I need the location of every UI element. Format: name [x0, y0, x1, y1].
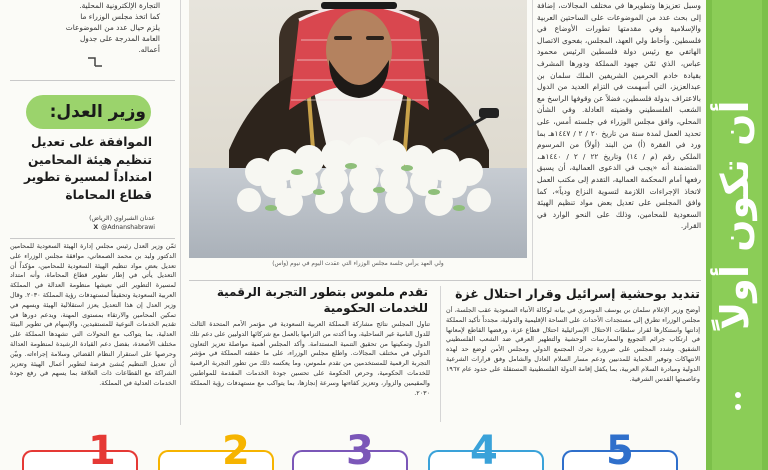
text-line: كما اتخذ مجلس الوزراء ما — [80, 12, 160, 21]
number-2: 2 — [222, 428, 250, 470]
text-line: التجارة الإلكترونية المحلية. — [79, 1, 160, 10]
article-digital-body: تناول المجلس نتائج مشاركة المملكة العربية السعودية في مؤتمر الأمم المتحدة الثالث للدول النامية غير الساحلية، وما أكدته من التزامها بالعمل مع شركائها الدوليين على دعم تلك الدول وتمكينها من تحقيق التنمية المستدامة. وأكد المجلس أهمية مواصلة تعزيز التعاون الدولي في مختلف المجالات. واطلع مجلس الوزراء، على ما حققته المملكة في مؤشر التجربة الرقمية للمستخدمين من تقدم ملموس، وما يعكسه ذلك من تطور التجربة الرقمية للخدمات الحكومية، وحرص الحكومة على تحسين جودة الخدمات المقدمة للمواطنين والمقيمين والزوار، وتعزيز كفاءتها وسرعة إنجازها، بما يتواكب مع مستهدفات رؤية المملكة ٢٠٣٠. — [190, 320, 430, 397]
number-5: 5 — [606, 428, 634, 470]
article-israel-headline: تنديد بوحشية إسرائيل وقرار احتلال غزة — [455, 286, 700, 301]
minister-label: وزير العدل: — [49, 102, 146, 122]
author-byline — [75, 214, 155, 232]
column-divider — [10, 80, 175, 81]
author-name: عدنان الشبراوي (الرياض) — [89, 215, 155, 222]
number-1: 1 — [88, 428, 116, 470]
number-box-1 — [22, 450, 138, 470]
main-photo — [189, 0, 527, 258]
column-rule — [440, 286, 441, 422]
text-line: يلزم حيال عدد من الموضوعات — [65, 23, 160, 32]
text-line: أعماله. — [138, 45, 160, 54]
number-box-2 — [158, 450, 274, 470]
top-left-paragraph — [10, 0, 160, 55]
number-4: 4 — [470, 428, 498, 470]
section-vertical-title: أن تكون أولاً — [713, 100, 757, 330]
right-column-body: وسبل تعزيزها وتطويرها في مختلف المجالات، إضافة إلى بحث عدد من الموضوعات على الساحتين العربية والإسلامية وفي مقدمتها تطورات الأوضاع في فلسطين. وأحاط ولي العهد، المجلس، بفحوى الاتصال الهاتفي مع رئيس دولة فلسطين الرئيس محمود عباس، الذي ثمّن جهود المملكة ودورها المشرف بقيادة خادم الحرمين الشريفين الملك سلمان بن عبدالعزيز، التي أسهمت في التزام العديد من الدول بالاعتراف بدولة فلسطين، فضلاً عن وقوفها الراسخ مع الشعب الفلسطيني وقضيته العادلة. وفي الشأن المحلي، وافق مجلس الوزراء في جلسته أمس، على تحديد العمل لمدة سنة من تاريخ ٢٠ / ٢ / ١٤٤٧هـ بما ورد في الفقرة (أ) من البند (أولاً) من المرسوم الملكي رقم (م / ١٤) وتاريخ ٢٢ / ٢ / ١٤٤٠هـ، المتضمنة أنه «يجب في الدعوى العمالية، أن يسبق رفعها أمام المحكمة العمالية، التقدم إلى مكتب العمل لاتخاذ الإجراءات اللازمة لتسوية النزاع ودياً»، كما وافق المجلس على تعديل بعض مواد تنظيم الهيئة السعودية للمحامين، وذلك على النحو الوارد في القرار. — [537, 1, 701, 231]
number-3: 3 — [346, 428, 374, 470]
column-divider — [10, 238, 175, 239]
minister-headline: الموافقة على تعديل تنظيم هيئة المحامين امتداداً لمسيرة تطوير قطاع المحاماة — [24, 135, 152, 202]
article-israel-body: أوضح وزير الإعلام سلمان بن يوسف الدوسري في بيانه لوكالة الأنباء السعودية عقب الجلسة، أن مجلس الوزراء تطرق إلى مستجدات الأحداث على الساحة الإقليمية والدولية، مجدداً تأكيد المملكة إدانتها واستنكارها لقرار سلطات الاحتلال الإسرائيلية احتلال قطاع غزة، ورفضها القاطع لإمعانها في ارتكاب جرائم التجويع والممارسات الوحشية والتطهير العرقي ضد الشعب الفلسطيني الشقيق. وشدد المجلس على ضرورة تحرك المجتمع الدولي ومجلس الأمن لوضع حد لهذه الانتهاكات وتوفير الحماية للمدنيين ودعم مسار السلام العادل والشامل وفق قرارات الشرعية الدولية ومبادرة السلام العربية، بما يكفل إقامة الدولة الفلسطينية المستقلة على حدود عام ١٩٦٧ وعاصمتها القدس الشرقية. — [446, 306, 700, 383]
text-line: العامة المدرجة على جدول — [79, 34, 160, 43]
end-mark-icon — [86, 56, 104, 68]
minister-body: ثمّن وزير العدل رئيس مجلس إدارة الهيئة السعودية للمحامين الدكتور وليد بن محمد الصمعاني، موافقة مجلس الوزراء على تعديل بعض مواد تنظيم الهيئة السعودية للمحامين، مؤكداً أن التعديل يأتي في إطار تطوير قطاع المحاماة، وأنه امتداد لمسيرة التطوير التي تعيشها منظومة العدالة في المملكة العربية السعودية وتحقيقاً لمستهدفات رؤية المملكة ٢٠٣٠. وقال وزير العدل إن هذا التعديل يعزز استقلالية الهيئة ويسهم في تمكين المحامين والارتقاء بمستوى المهنة، ويدعم دورها في تقديم الخدمات النوعية للمستفيدين، والإسهام في تطوير البيئة العدلية، بما يتواكب مع التحولات التي تشهدها المملكة على مختلف الأصعدة، بفضل دعم القيادة الرشيدة لمنظومة العدالة وحرصها على استقرار النظام القضائي وسلامة إجراءاته. وبيّن أن تعديل التنظيم يُنشئ فرصة لتطوير أعمال الهيئة وتعزيز الشراكة مع القطاعات ذات العلاقة بما يسهم في رفع جودة الخدمات العدلية في المملكة. — [10, 242, 176, 388]
column-rule — [532, 0, 533, 280]
crown-prince-photo — [189, 0, 527, 258]
article-digital-headline: تقدم ملموس بتطور التجربة الرقمية للخدمات الحكومية — [216, 285, 428, 315]
x-icon: X — [93, 224, 99, 231]
section-divider — [189, 280, 701, 281]
band-dot — [735, 392, 741, 398]
author-handle-text: @Adnanshabrawi — [101, 224, 155, 231]
column-rule — [180, 0, 181, 425]
photo-caption: ولي العهد يرأس جلسة مجلس الوزراء التي عقدت اليوم في نيوم (واس) — [272, 261, 444, 267]
author-handle — [75, 223, 155, 232]
band-dot — [735, 404, 741, 410]
